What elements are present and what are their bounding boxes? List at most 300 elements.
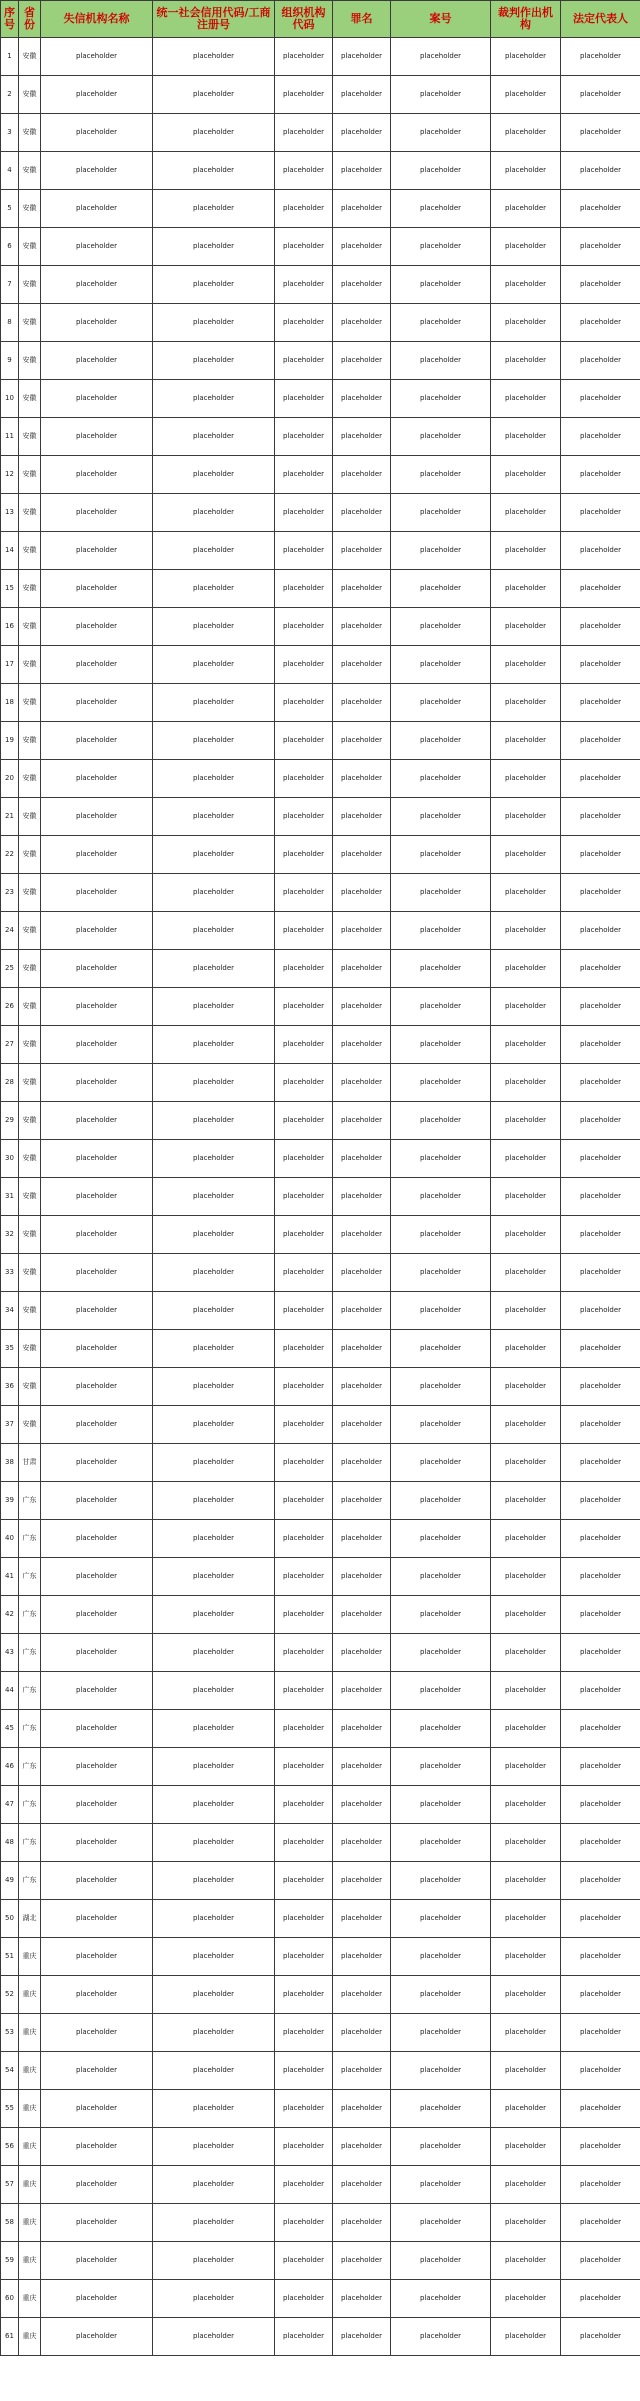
cell-province: 重庆 — [19, 2090, 41, 2128]
table-row — [1, 608, 640, 646]
cell-org-code: placeholder — [275, 684, 333, 722]
cell-case-no: placeholder — [391, 304, 491, 342]
cell-province: 安徽 — [19, 456, 41, 494]
cell-org-code: placeholder — [275, 2090, 333, 2128]
cell-legal-rep: placeholder — [561, 1748, 640, 1786]
cell-seq: 15 — [1, 570, 19, 608]
cell-org-code: placeholder — [275, 1254, 333, 1292]
cell-court: placeholder — [491, 798, 561, 836]
header-court: 裁判作出机构 — [491, 1, 561, 38]
cell-org-code: placeholder — [275, 1368, 333, 1406]
cell-credit-code: placeholder — [153, 304, 275, 342]
cell-name: placeholder — [41, 494, 153, 532]
cell-credit-code: placeholder — [153, 1330, 275, 1368]
cell-name: placeholder — [41, 760, 153, 798]
cell-legal-rep: placeholder — [561, 1520, 640, 1558]
cell-crime: placeholder — [333, 836, 391, 874]
table-row — [1, 2318, 640, 2356]
cell-province: 重庆 — [19, 2166, 41, 2204]
table-row — [1, 1292, 640, 1330]
cell-crime: placeholder — [333, 1862, 391, 1900]
cell-case-no: placeholder — [391, 342, 491, 380]
cell-credit-code: placeholder — [153, 912, 275, 950]
header-case-no: 案号 — [391, 1, 491, 38]
cell-seq: 43 — [1, 1634, 19, 1672]
cell-crime: placeholder — [333, 1634, 391, 1672]
cell-crime: placeholder — [333, 304, 391, 342]
cell-crime: placeholder — [333, 38, 391, 76]
table-row — [1, 1444, 640, 1482]
cell-province: 安徽 — [19, 380, 41, 418]
cell-legal-rep: placeholder — [561, 760, 640, 798]
cell-name: placeholder — [41, 2014, 153, 2052]
cell-org-code: placeholder — [275, 1178, 333, 1216]
cell-province: 安徽 — [19, 988, 41, 1026]
cell-crime: placeholder — [333, 2128, 391, 2166]
cell-credit-code: placeholder — [153, 456, 275, 494]
cell-name: placeholder — [41, 1558, 153, 1596]
cell-case-no: placeholder — [391, 1368, 491, 1406]
cell-crime: placeholder — [333, 1254, 391, 1292]
cell-org-code: placeholder — [275, 1406, 333, 1444]
cell-court: placeholder — [491, 1938, 561, 1976]
cell-crime: placeholder — [333, 114, 391, 152]
cell-court: placeholder — [491, 1178, 561, 1216]
cell-org-code: placeholder — [275, 114, 333, 152]
cell-case-no: placeholder — [391, 1976, 491, 2014]
table-row — [1, 1482, 640, 1520]
table-row — [1, 152, 640, 190]
cell-credit-code: placeholder — [153, 1938, 275, 1976]
cell-province: 安徽 — [19, 494, 41, 532]
cell-legal-rep: placeholder — [561, 684, 640, 722]
cell-credit-code: placeholder — [153, 1178, 275, 1216]
cell-org-code: placeholder — [275, 1558, 333, 1596]
table-row — [1, 1976, 640, 2014]
cell-province: 重庆 — [19, 1976, 41, 2014]
cell-province: 安徽 — [19, 342, 41, 380]
cell-legal-rep: placeholder — [561, 646, 640, 684]
cell-seq: 5 — [1, 190, 19, 228]
cell-legal-rep: placeholder — [561, 2014, 640, 2052]
cell-province: 安徽 — [19, 608, 41, 646]
cell-crime: placeholder — [333, 2166, 391, 2204]
cell-name: placeholder — [41, 532, 153, 570]
cell-court: placeholder — [491, 1824, 561, 1862]
table-row — [1, 1064, 640, 1102]
cell-credit-code: placeholder — [153, 152, 275, 190]
cell-credit-code: placeholder — [153, 1748, 275, 1786]
cell-org-code: placeholder — [275, 570, 333, 608]
cell-province: 安徽 — [19, 152, 41, 190]
table-row — [1, 798, 640, 836]
cell-seq: 54 — [1, 2052, 19, 2090]
cell-legal-rep: placeholder — [561, 722, 640, 760]
cell-court: placeholder — [491, 2090, 561, 2128]
cell-seq: 52 — [1, 1976, 19, 2014]
table-row — [1, 1026, 640, 1064]
cell-legal-rep: placeholder — [561, 1026, 640, 1064]
cell-crime: placeholder — [333, 1216, 391, 1254]
cell-crime: placeholder — [333, 1672, 391, 1710]
cell-province: 广东 — [19, 1824, 41, 1862]
cell-province: 安徽 — [19, 1026, 41, 1064]
cell-credit-code: placeholder — [153, 2128, 275, 2166]
cell-crime: placeholder — [333, 2014, 391, 2052]
cell-seq: 41 — [1, 1558, 19, 1596]
cell-legal-rep: placeholder — [561, 1976, 640, 2014]
cell-name: placeholder — [41, 646, 153, 684]
cell-court: placeholder — [491, 342, 561, 380]
header-legal-rep: 法定代表人 — [561, 1, 640, 38]
table-body — [1, 38, 640, 2356]
cell-name: placeholder — [41, 2128, 153, 2166]
cell-case-no: placeholder — [391, 722, 491, 760]
cell-name: placeholder — [41, 1596, 153, 1634]
cell-crime: placeholder — [333, 532, 391, 570]
cell-credit-code: placeholder — [153, 988, 275, 1026]
cell-crime: placeholder — [333, 608, 391, 646]
cell-province: 安徽 — [19, 1064, 41, 1102]
cell-court: placeholder — [491, 1368, 561, 1406]
cell-legal-rep: placeholder — [561, 38, 640, 76]
cell-name: placeholder — [41, 304, 153, 342]
cell-name: placeholder — [41, 1634, 153, 1672]
cell-crime: placeholder — [333, 342, 391, 380]
table-row — [1, 646, 640, 684]
cell-province: 安徽 — [19, 684, 41, 722]
cell-legal-rep: placeholder — [561, 874, 640, 912]
cell-seq: 60 — [1, 2280, 19, 2318]
cell-seq: 37 — [1, 1406, 19, 1444]
cell-court: placeholder — [491, 646, 561, 684]
cell-org-code: placeholder — [275, 304, 333, 342]
cell-name: placeholder — [41, 1748, 153, 1786]
cell-court: placeholder — [491, 2280, 561, 2318]
table-row — [1, 1140, 640, 1178]
table-row — [1, 1102, 640, 1140]
cell-court: placeholder — [491, 2014, 561, 2052]
cell-name: placeholder — [41, 608, 153, 646]
cell-court: placeholder — [491, 570, 561, 608]
cell-credit-code: placeholder — [153, 2052, 275, 2090]
cell-seq: 27 — [1, 1026, 19, 1064]
table-row — [1, 342, 640, 380]
cell-court: placeholder — [491, 722, 561, 760]
cell-province: 甘肃 — [19, 1444, 41, 1482]
cell-case-no: placeholder — [391, 418, 491, 456]
cell-crime: placeholder — [333, 1520, 391, 1558]
table-row — [1, 2242, 640, 2280]
table-row — [1, 1216, 640, 1254]
cell-org-code: placeholder — [275, 1596, 333, 1634]
cell-province: 安徽 — [19, 1368, 41, 1406]
cell-legal-rep: placeholder — [561, 608, 640, 646]
cell-seq: 35 — [1, 1330, 19, 1368]
table-row — [1, 1710, 640, 1748]
table-row — [1, 1672, 640, 1710]
cell-case-no: placeholder — [391, 570, 491, 608]
cell-credit-code: placeholder — [153, 646, 275, 684]
cell-credit-code: placeholder — [153, 1976, 275, 2014]
table-row — [1, 2280, 640, 2318]
cell-crime: placeholder — [333, 2318, 391, 2356]
cell-org-code: placeholder — [275, 988, 333, 1026]
cell-case-no: placeholder — [391, 1216, 491, 1254]
cell-credit-code: placeholder — [153, 570, 275, 608]
cell-seq: 34 — [1, 1292, 19, 1330]
cell-seq: 9 — [1, 342, 19, 380]
header-credit-code: 统一社会信用代码/工商注册号 — [153, 1, 275, 38]
cell-province: 广东 — [19, 1748, 41, 1786]
cell-seq: 16 — [1, 608, 19, 646]
table-row — [1, 570, 640, 608]
cell-legal-rep: placeholder — [561, 1596, 640, 1634]
cell-province: 广东 — [19, 1786, 41, 1824]
cell-name: placeholder — [41, 266, 153, 304]
cell-seq: 33 — [1, 1254, 19, 1292]
cell-province: 广东 — [19, 1710, 41, 1748]
cell-name: placeholder — [41, 456, 153, 494]
table-row — [1, 38, 640, 76]
table-row — [1, 1406, 640, 1444]
cell-case-no: placeholder — [391, 2318, 491, 2356]
cell-court: placeholder — [491, 1406, 561, 1444]
cell-seq: 50 — [1, 1900, 19, 1938]
cell-org-code: placeholder — [275, 456, 333, 494]
cell-crime: placeholder — [333, 2204, 391, 2242]
cell-name: placeholder — [41, 228, 153, 266]
cell-case-no: placeholder — [391, 798, 491, 836]
cell-name: placeholder — [41, 1938, 153, 1976]
cell-crime: placeholder — [333, 1710, 391, 1748]
cell-court: placeholder — [491, 1254, 561, 1292]
cell-province: 安徽 — [19, 722, 41, 760]
table-row — [1, 2166, 640, 2204]
cell-court: placeholder — [491, 1482, 561, 1520]
cell-province: 安徽 — [19, 646, 41, 684]
table-row — [1, 912, 640, 950]
cell-seq: 51 — [1, 1938, 19, 1976]
cell-seq: 7 — [1, 266, 19, 304]
table-row — [1, 190, 640, 228]
cell-case-no: placeholder — [391, 1710, 491, 1748]
table-row — [1, 494, 640, 532]
cell-case-no: placeholder — [391, 1824, 491, 1862]
cell-credit-code: placeholder — [153, 950, 275, 988]
cell-legal-rep: placeholder — [561, 304, 640, 342]
cell-org-code: placeholder — [275, 874, 333, 912]
cell-credit-code: placeholder — [153, 1824, 275, 1862]
table-row — [1, 836, 640, 874]
cell-legal-rep: placeholder — [561, 1786, 640, 1824]
table-row — [1, 760, 640, 798]
cell-court: placeholder — [491, 1596, 561, 1634]
cell-credit-code: placeholder — [153, 1406, 275, 1444]
cell-case-no: placeholder — [391, 1140, 491, 1178]
cell-org-code: placeholder — [275, 1748, 333, 1786]
header-org-code: 组织机构代码 — [275, 1, 333, 38]
cell-case-no: placeholder — [391, 1900, 491, 1938]
cell-province: 重庆 — [19, 2204, 41, 2242]
cell-crime: placeholder — [333, 912, 391, 950]
cell-name: placeholder — [41, 798, 153, 836]
cell-name: placeholder — [41, 190, 153, 228]
cell-legal-rep: placeholder — [561, 2052, 640, 2090]
cell-court: placeholder — [491, 2318, 561, 2356]
cell-legal-rep: placeholder — [561, 418, 640, 456]
cell-case-no: placeholder — [391, 1938, 491, 1976]
cell-seq: 31 — [1, 1178, 19, 1216]
cell-name: placeholder — [41, 836, 153, 874]
cell-name: placeholder — [41, 1862, 153, 1900]
table-row — [1, 304, 640, 342]
header-name: 失信机构名称 — [41, 1, 153, 38]
cell-name: placeholder — [41, 2280, 153, 2318]
table-row — [1, 228, 640, 266]
cell-credit-code: placeholder — [153, 874, 275, 912]
table-row — [1, 418, 640, 456]
cell-credit-code: placeholder — [153, 1634, 275, 1672]
cell-credit-code: placeholder — [153, 608, 275, 646]
cell-court: placeholder — [491, 114, 561, 152]
cell-province: 重庆 — [19, 2280, 41, 2318]
cell-legal-rep: placeholder — [561, 1102, 640, 1140]
table-row — [1, 2014, 640, 2052]
cell-org-code: placeholder — [275, 1938, 333, 1976]
cell-credit-code: placeholder — [153, 190, 275, 228]
cell-org-code: placeholder — [275, 1482, 333, 1520]
cell-province: 安徽 — [19, 836, 41, 874]
cell-crime: placeholder — [333, 646, 391, 684]
cell-case-no: placeholder — [391, 2280, 491, 2318]
cell-crime: placeholder — [333, 684, 391, 722]
cell-org-code: placeholder — [275, 342, 333, 380]
cell-court: placeholder — [491, 1444, 561, 1482]
cell-name: placeholder — [41, 1786, 153, 1824]
cell-legal-rep: placeholder — [561, 1254, 640, 1292]
cell-court: placeholder — [491, 228, 561, 266]
cell-seq: 61 — [1, 2318, 19, 2356]
cell-name: placeholder — [41, 2318, 153, 2356]
cell-org-code: placeholder — [275, 1786, 333, 1824]
table-row — [1, 266, 640, 304]
cell-seq: 10 — [1, 380, 19, 418]
cell-crime: placeholder — [333, 950, 391, 988]
cell-legal-rep: placeholder — [561, 2090, 640, 2128]
cell-province: 安徽 — [19, 798, 41, 836]
cell-name: placeholder — [41, 152, 153, 190]
cell-seq: 59 — [1, 2242, 19, 2280]
cell-case-no: placeholder — [391, 114, 491, 152]
cell-credit-code: placeholder — [153, 2014, 275, 2052]
cell-province: 安徽 — [19, 570, 41, 608]
table-row — [1, 456, 640, 494]
cell-credit-code: placeholder — [153, 418, 275, 456]
cell-province: 广东 — [19, 1634, 41, 1672]
cell-legal-rep: placeholder — [561, 1862, 640, 1900]
cell-case-no: placeholder — [391, 532, 491, 570]
cell-name: placeholder — [41, 1330, 153, 1368]
cell-name: placeholder — [41, 988, 153, 1026]
cell-legal-rep: placeholder — [561, 1444, 640, 1482]
cell-credit-code: placeholder — [153, 798, 275, 836]
cell-org-code: placeholder — [275, 2242, 333, 2280]
cell-case-no: placeholder — [391, 1672, 491, 1710]
cell-court: placeholder — [491, 1786, 561, 1824]
cell-credit-code: placeholder — [153, 38, 275, 76]
cell-province: 广东 — [19, 1482, 41, 1520]
cell-province: 安徽 — [19, 1330, 41, 1368]
cell-province: 重庆 — [19, 2242, 41, 2280]
cell-court: placeholder — [491, 1292, 561, 1330]
cell-court: placeholder — [491, 380, 561, 418]
cell-name: placeholder — [41, 684, 153, 722]
cell-credit-code: placeholder — [153, 1558, 275, 1596]
cell-case-no: placeholder — [391, 380, 491, 418]
cell-name: placeholder — [41, 1824, 153, 1862]
cell-case-no: placeholder — [391, 1862, 491, 1900]
cell-name: placeholder — [41, 1368, 153, 1406]
cell-court: placeholder — [491, 760, 561, 798]
cell-crime: placeholder — [333, 2052, 391, 2090]
cell-name: placeholder — [41, 1900, 153, 1938]
cell-seq: 36 — [1, 1368, 19, 1406]
cell-legal-rep: placeholder — [561, 1710, 640, 1748]
cell-legal-rep: placeholder — [561, 1938, 640, 1976]
cell-legal-rep: placeholder — [561, 988, 640, 1026]
cell-case-no: placeholder — [391, 836, 491, 874]
cell-name: placeholder — [41, 1292, 153, 1330]
cell-org-code: placeholder — [275, 2318, 333, 2356]
cell-credit-code: placeholder — [153, 722, 275, 760]
cell-crime: placeholder — [333, 2242, 391, 2280]
cell-court: placeholder — [491, 950, 561, 988]
table-row — [1, 950, 640, 988]
cell-court: placeholder — [491, 76, 561, 114]
cell-name: placeholder — [41, 1254, 153, 1292]
cell-crime: placeholder — [333, 1786, 391, 1824]
cell-seq: 39 — [1, 1482, 19, 1520]
table-row — [1, 1748, 640, 1786]
cell-org-code: placeholder — [275, 1444, 333, 1482]
cell-crime: placeholder — [333, 1178, 391, 1216]
cell-credit-code: placeholder — [153, 266, 275, 304]
cell-seq: 18 — [1, 684, 19, 722]
cell-org-code: placeholder — [275, 1900, 333, 1938]
cell-case-no: placeholder — [391, 2242, 491, 2280]
cell-org-code: placeholder — [275, 2166, 333, 2204]
cell-legal-rep: placeholder — [561, 76, 640, 114]
cell-case-no: placeholder — [391, 1064, 491, 1102]
cell-province: 重庆 — [19, 1938, 41, 1976]
cell-crime: placeholder — [333, 1064, 391, 1102]
cell-legal-rep: placeholder — [561, 570, 640, 608]
cell-court: placeholder — [491, 874, 561, 912]
cell-province: 安徽 — [19, 266, 41, 304]
cell-crime: placeholder — [333, 456, 391, 494]
cell-case-no: placeholder — [391, 988, 491, 1026]
cell-credit-code: placeholder — [153, 2204, 275, 2242]
cell-name: placeholder — [41, 950, 153, 988]
cell-seq: 55 — [1, 2090, 19, 2128]
cell-org-code: placeholder — [275, 950, 333, 988]
cell-province: 重庆 — [19, 2318, 41, 2356]
cell-credit-code: placeholder — [153, 1710, 275, 1748]
cell-org-code: placeholder — [275, 38, 333, 76]
cell-province: 安徽 — [19, 304, 41, 342]
cell-org-code: placeholder — [275, 2204, 333, 2242]
